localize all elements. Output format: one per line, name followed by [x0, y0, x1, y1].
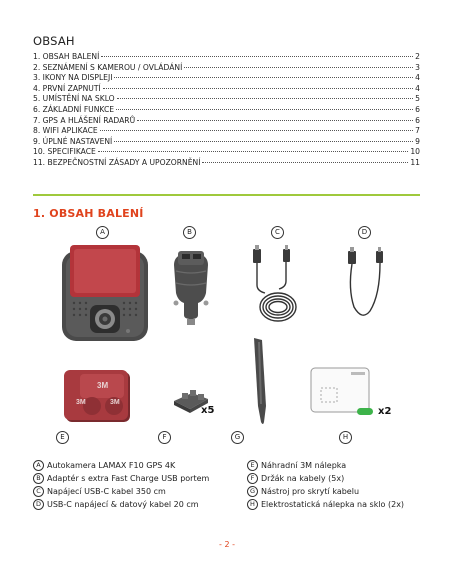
legend-text: Nástroj pro skrytí kabelu [261, 487, 360, 496]
toc-entry-page: 7 [415, 126, 420, 136]
legend-letter: A [33, 460, 44, 471]
section-title: 1. OBSAH BALENÍ [33, 207, 144, 220]
toc-leader-dots [137, 120, 413, 121]
legend-letter: D [33, 499, 44, 510]
toc-leader-dots [116, 109, 413, 110]
toc-entry[interactable] [33, 84, 420, 95]
legend-item [33, 498, 209, 511]
toc-leader-dots [184, 67, 413, 68]
legend-letter: E [247, 460, 258, 471]
legend-item [247, 485, 404, 498]
legend-item [33, 459, 209, 472]
toc-entry[interactable] [33, 158, 420, 169]
toc-entry-page: 11 [410, 157, 420, 167]
marker-b: B [183, 226, 196, 239]
toc-entry-label: 9. ÚPLNÉ NASTAVENÍ [33, 136, 113, 146]
marker-a: A [96, 226, 109, 239]
legend-letter: F [247, 473, 258, 484]
marker-e: E [56, 431, 69, 444]
car-charger-illustration [168, 245, 214, 330]
toc-entry-page: 5 [415, 94, 420, 104]
toc-entry-page: 2 [415, 52, 420, 61]
legend-item [33, 485, 209, 498]
marker-c: C [271, 226, 284, 239]
legend-text: Náhradní 3M nálepka [261, 461, 347, 470]
film-quantity: x2 [378, 406, 392, 417]
marker-h: H [339, 431, 352, 444]
legend-letter: H [247, 499, 258, 510]
toc-entry[interactable] [33, 147, 420, 158]
legend-letter: G [247, 486, 258, 497]
legend-letter: C [33, 486, 44, 497]
legend-text: Adaptér s extra Fast Charge USB portem [47, 474, 210, 483]
legend-letter: B [33, 473, 44, 484]
toc-entry-page: 9 [415, 136, 420, 146]
marker-g: G [231, 431, 244, 444]
legend-item [247, 498, 404, 511]
toc-entry-page: 6 [415, 115, 420, 125]
dashcam-illustration [60, 243, 152, 343]
toc-title: OBSAH [33, 34, 75, 48]
toc-entry[interactable] [33, 116, 420, 127]
legend-right [247, 459, 404, 511]
legend-item [247, 472, 404, 485]
legend-item [33, 472, 209, 485]
toc-entry-label: 6. ZÁKLADNÍ FUNKCE [33, 104, 115, 114]
toc-entry-label: 7. GPS A HLÁŠENÍ RADARŮ [33, 115, 136, 125]
toc-leader-dots [98, 151, 408, 152]
legend-text: Elektrostatická nálepka na sklo (2x) [261, 500, 405, 509]
toc-entry-label: 2. SEZNÁMENÍ S KAMEROU / OVLÁDÁNÍ [33, 62, 183, 72]
marker-d: D [358, 226, 371, 239]
legend-text: Autokamera LAMAX F10 GPS 4K [47, 461, 176, 470]
legend-item [247, 459, 404, 472]
toc-entry-page: 3 [415, 62, 420, 72]
toc-entry[interactable] [33, 94, 420, 105]
toc-entry-page: 10 [410, 147, 420, 157]
toc-entry-label: 8. WIFI APLIKACE [33, 126, 98, 136]
usb-c-cable-20cm-illustration [340, 245, 390, 325]
toc-leader-dots [100, 130, 413, 131]
toc-entry[interactable] [33, 105, 420, 116]
toc-entry[interactable] [33, 63, 420, 74]
toc-entry-label: 10. SPECIFIKACE [33, 147, 96, 157]
toc-entry[interactable] [33, 73, 420, 84]
toc-entry[interactable] [33, 52, 420, 63]
toc-leader-dots [103, 88, 413, 89]
electrostatic-film-illustration [307, 366, 377, 418]
toc-entry-page: 4 [415, 73, 420, 83]
clips-quantity: x5 [201, 405, 215, 416]
legend-text: Držák na kabely (5x) [261, 474, 345, 483]
toc-leader-dots [117, 98, 414, 99]
toc-entry-label: 5. UMÍSTĚNÍ NA SKLO [33, 94, 115, 104]
3m-logo-left: 3M [76, 399, 86, 406]
page-number: - 2 - [219, 540, 235, 549]
toc-entry-page: 4 [415, 83, 420, 93]
usb-c-cable-350cm-illustration [243, 245, 313, 330]
3m-sticker-illustration [62, 366, 136, 426]
section-separator [33, 194, 420, 196]
toc-leader-dots [101, 56, 413, 57]
marker-f: F [158, 431, 171, 444]
toc-entry-label: 3. IKONY NA DISPLEJI [33, 73, 113, 83]
table-of-contents [33, 52, 420, 169]
3m-logo-right: 3M [110, 399, 120, 406]
toc-entry-label: 1. OBSAH BALENÍ [33, 52, 100, 61]
toc-entry-label: 4. PRVNÍ ZAPNUTÍ [33, 83, 101, 93]
legend-text: USB-C napájecí & datový kabel 20 cm [47, 500, 199, 509]
toc-entry-page: 6 [415, 104, 420, 114]
toc-entry[interactable] [33, 126, 420, 137]
3m-logo-top: 3M [97, 381, 109, 390]
cable-hiding-tool-illustration [248, 336, 278, 428]
toc-leader-dots [114, 141, 413, 142]
legend-left [33, 459, 209, 511]
toc-leader-dots [114, 77, 413, 78]
toc-entry-label: 11. BEZPEČNOSTNÍ ZÁSADY A UPOZORNĚNÍ [33, 157, 201, 167]
toc-entry[interactable] [33, 137, 420, 148]
legend-text: Napájecí USB-C kabel 350 cm [47, 487, 166, 496]
toc-leader-dots [202, 162, 408, 163]
